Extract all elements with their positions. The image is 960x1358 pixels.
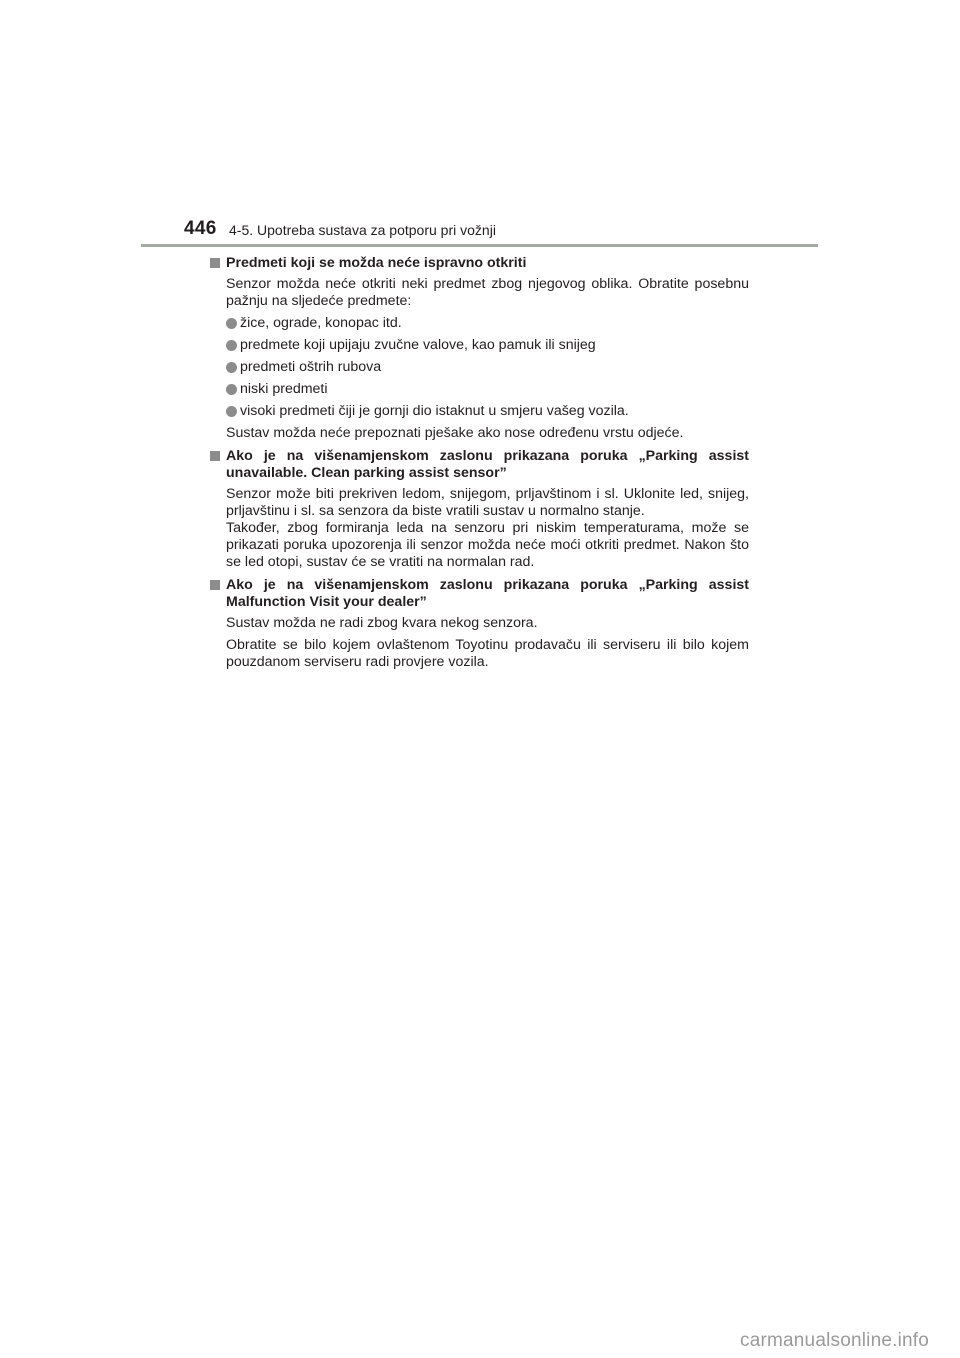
circle-bullet-icon <box>226 384 237 395</box>
paragraph: Također, zbog formiranja leda na senzoru pri niskim temperaturama, može se prikazati poruka upozorenja ili senzor možda neće moći otkriti predmet. Nakon što se led otopi, sustav će se vratiti na normalan rad. <box>226 520 749 570</box>
header-rule <box>141 244 818 247</box>
paragraph: Sustav možda neće prepoznati pješake ako nose određenu vrstu odjeće. <box>226 425 684 441</box>
page-content <box>209 255 749 677</box>
section-heading <box>209 577 749 611</box>
circle-bullet-icon <box>226 406 237 417</box>
section-heading <box>209 448 749 482</box>
section-clean-sensor-message <box>209 448 749 571</box>
square-bullet-icon <box>210 451 220 461</box>
chapter-title: 4-5. Upotreba sustava za potporu pri vožnji <box>229 222 496 238</box>
list-item-text: niski predmeti <box>240 381 328 397</box>
list-item-text: predmeti oštrih rubova <box>240 359 382 375</box>
section-heading-text: Ako je na višenamjenskom zaslonu prikazana poruka „Parking assist Malfunction Visit your dealer” <box>226 577 749 610</box>
square-bullet-icon <box>210 580 220 590</box>
paragraph: Senzor može biti prekriven ledom, snijegom, prljavštinom i sl. Uklonite led, snijeg, prljavštinu i sl. sa senzora da biste vratili sustav u normalno stanje. <box>226 486 749 519</box>
section-heading-text: Ako je na višenamjenskom zaslonu prikazana poruka „Parking assist unavailable. Clean parking assist sensor” <box>226 448 749 481</box>
section-undetected-objects <box>209 255 749 442</box>
section-malfunction-message <box>209 577 749 671</box>
section-heading-text: Predmeti koji se možda neće ispravno otkriti <box>226 255 527 271</box>
list-item <box>209 381 749 398</box>
list-item-text: visoki predmeti čiji je gornji dio istaknut u smjeru vašeg vozila. <box>240 403 629 419</box>
page-header <box>0 0 960 250</box>
list-item-text: predmete koji upijaju zvučne valove, kao pamuk ili snijeg <box>240 337 596 353</box>
paragraph: Obratite se bilo kojem ovlaštenom Toyotinu prodavaču ili serviseru ili bilo kojem pouzdanom serviseru radi provjere vozila. <box>226 637 749 670</box>
section-heading <box>209 255 749 272</box>
square-bullet-icon <box>210 258 220 268</box>
page-number: 446 <box>184 218 217 239</box>
list-item <box>209 359 749 376</box>
list-item <box>209 403 749 420</box>
list-item <box>209 337 749 354</box>
paragraph: Senzor možda neće otkriti neki predmet zbog njegovog oblika. Obratite posebnu pažnju na sljedeće predmete: <box>226 276 749 309</box>
paragraph: Sustav možda ne radi zbog kvara nekog senzora. <box>226 615 538 631</box>
list-item <box>209 315 749 332</box>
circle-bullet-icon <box>226 340 237 351</box>
list-item-text: žice, ograde, konopac itd. <box>240 315 402 331</box>
circle-bullet-icon <box>226 362 237 373</box>
circle-bullet-icon <box>226 318 237 329</box>
watermark: carmanualsonline.info <box>740 1330 930 1351</box>
